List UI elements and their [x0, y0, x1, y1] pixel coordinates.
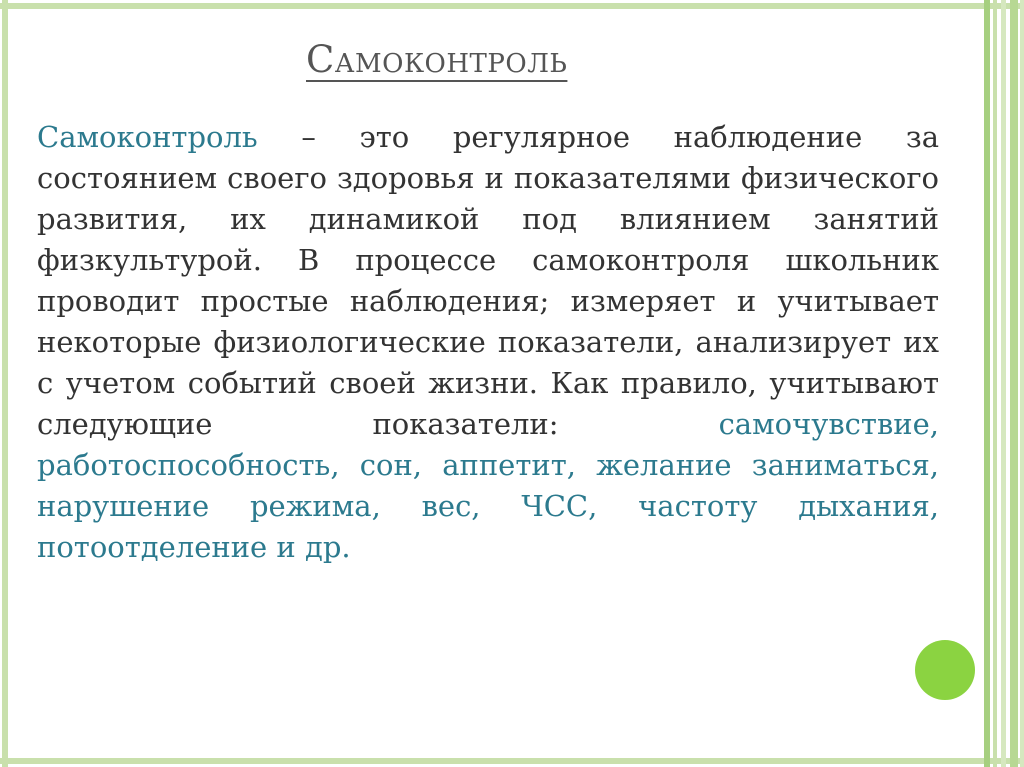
slide-title: Самоконтроль [306, 38, 568, 81]
indicators-list: самочувствие, работоспособность, сон, аппетит, желание заниматься, нарушение режима, вес, ЧСС, частоту дыхания, потоотделение и др. [37, 407, 939, 564]
green-circle-decoration [915, 640, 975, 700]
frame-border-left [2, 0, 8, 767]
term-highlight: Самоконтроль [37, 120, 258, 154]
slide-body-text [37, 117, 939, 568]
decorative-stripe [1020, 0, 1024, 767]
decorative-stripe [1010, 0, 1018, 767]
frame-border-top [0, 3, 1024, 9]
decorative-stripe [1001, 0, 1006, 767]
frame-border-bottom [0, 758, 1024, 764]
definition-text: – это регулярное наблюдение за состоянием своего здоровья и показателями физического развития, их динамикой под влиянием занятий физкультурой. В процессе самоконтроля школьник проводит простые наблюдения; измеряет и учитывает некоторые физиологические показатели, анализирует их с учетом событий своей жизни. Как правило, учитывают следующие показатели: [37, 120, 939, 441]
decorative-stripe [984, 0, 990, 767]
decorative-stripe [993, 0, 997, 767]
